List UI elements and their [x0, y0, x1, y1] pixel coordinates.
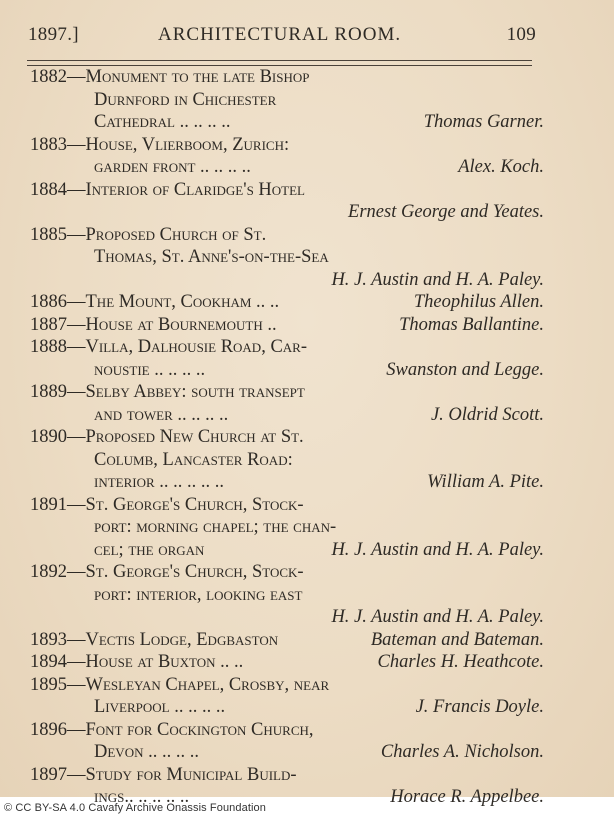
entry-number: 1884 [30, 179, 67, 200]
copyright-credit: © CC BY-SA 4.0 Cavafy Archive Onassis Foundation [4, 802, 266, 814]
entry-number: 1888 [30, 337, 67, 357]
entry-number: 1891 [30, 494, 67, 515]
entry-title-continuation [94, 89, 276, 111]
entry-title-text: —The Mount, Cookham .. .. [67, 292, 280, 312]
entry-title-text: —Proposed Church of St. [67, 224, 267, 245]
running-head [28, 24, 536, 46]
entry-number: 1894 [30, 652, 67, 672]
entry-title-continuation [94, 449, 293, 471]
entry-architect: H. J. Austin and H. A. Paley. [331, 539, 544, 560]
entry-architect: Theophilus Allen. [413, 292, 544, 312]
entry-title-continuation [94, 539, 204, 561]
entry-title-continuation [94, 404, 228, 426]
entry-architect: Charles A. Nicholson. [380, 742, 544, 762]
entry-title-continuation [94, 516, 336, 538]
entry-title-continuation [94, 584, 302, 606]
entry-title-line [30, 179, 305, 201]
entry-title-line [30, 651, 243, 673]
page-number: 109 [506, 24, 536, 45]
entry-title-text: port: interior, looking east [94, 584, 303, 605]
entry-title-line [30, 764, 297, 786]
entry-architect: Alex. Koch. [458, 157, 544, 177]
running-head-title: ARCHITECTURAL ROOM. [158, 24, 402, 45]
entry-title-continuation [94, 111, 230, 133]
entry-title-continuation [94, 696, 225, 718]
entry-number: 1887 [30, 314, 67, 335]
entry-title-text: —Font for Cockington Church, [67, 719, 314, 740]
entry-title-text: Durnford in Chichester [94, 89, 277, 110]
entry-title-text: port: morning chapel; the chan- [94, 517, 337, 537]
entry-title-text: Devon .. .. .. .. [94, 742, 199, 762]
entry-architect: J. Francis Doyle. [415, 697, 544, 717]
entry-title-text: cel; the organ [94, 539, 205, 560]
entry-title-text: —House at Bournemouth .. [67, 314, 277, 335]
entry-title-text: ings.. .. .. .. .. [94, 787, 190, 807]
entry-title-text: —Villa, Dalhousie Road, Car- [67, 337, 308, 357]
entry-title-text: —Selby Abbey: south transept [67, 382, 305, 402]
entry-architect: William A. Pite. [427, 472, 544, 492]
entry-title-line [30, 674, 329, 696]
entry-title-text: Thomas, St. Anne's-on-the-Sea [94, 247, 329, 267]
entry-title-continuation [94, 471, 224, 493]
entry-number: 1886 [30, 292, 67, 312]
entry-title-line [30, 561, 304, 583]
entry-number: 1890 [30, 427, 67, 447]
entry-title-continuation [94, 156, 251, 178]
entry-title-line [30, 134, 289, 156]
entry-title-line [30, 314, 277, 336]
entry-title-continuation [94, 359, 205, 381]
entry-title-text: —St. George's Church, Stock- [67, 494, 304, 515]
entry-architect: H. J. Austin and H. A. Paley. [331, 607, 544, 627]
entry-title-line [30, 66, 309, 88]
entry-number: 1885 [30, 224, 67, 245]
entry-number: 1896 [30, 719, 67, 740]
entry-title-text: —Wesleyan Chapel, Crosby, near [67, 674, 330, 695]
entry-number: 1893 [30, 629, 67, 650]
entry-title-text: garden front .. .. .. .. [94, 157, 251, 177]
entry-architect: Ernest George and Yeates. [348, 202, 544, 222]
entry-title-continuation [94, 741, 199, 763]
entry-title-line [30, 426, 304, 448]
entry-architect: H. J. Austin and H. A. Paley. [331, 269, 544, 290]
entry-title-text: —House, Vlierboom, Zurich: [67, 134, 290, 155]
entry-number: 1883 [30, 134, 67, 155]
entry-title-text: Columb, Lancaster Road: [94, 449, 293, 470]
entry-title-line [30, 381, 305, 403]
entry-title-text: —St. George's Church, Stock- [67, 562, 304, 582]
entry-number: 1895 [30, 674, 67, 695]
entry-title-text: Cathedral .. .. .. .. [94, 112, 231, 132]
entry-architect: Charles H. Heathcote. [377, 652, 544, 672]
entry-architect: Bateman and Bateman. [370, 629, 544, 650]
entry-title-line [30, 224, 266, 246]
entry-title-text: —Vectis Lodge, Edgbaston [67, 629, 279, 650]
entry-architect: Thomas Garner. [423, 112, 544, 132]
header-rule-top [27, 60, 532, 61]
entry-number: 1889 [30, 382, 67, 402]
entry-title-text: —Proposed New Church at St. [67, 427, 304, 447]
entry-title-text: interior .. .. .. .. .. [94, 472, 225, 492]
entry-title-text: —Interior of Claridge's Hotel [67, 179, 306, 200]
entry-title-continuation [94, 246, 329, 268]
running-head-year: 1897.] [28, 24, 79, 45]
entry-title-line [30, 494, 304, 516]
entry-architect: J. Oldrid Scott. [430, 404, 544, 425]
entry-title-text: noustie .. .. .. .. [94, 359, 206, 380]
entry-architect: Horace R. Appelbee. [390, 787, 544, 807]
entry-architect: Thomas Ballantine. [399, 314, 544, 335]
entry-title-line [30, 629, 278, 651]
entry-title-text: —House at Buxton .. .. [67, 652, 244, 672]
entry-number: 1892 [30, 562, 67, 582]
entry-title-text: —Monument to the late Bishop [67, 67, 310, 87]
entry-title-text: Liverpool .. .. .. .. [94, 697, 226, 717]
entry-title-line [30, 719, 314, 741]
entry-number: 1897 [30, 764, 67, 785]
entry-title-text: —Study for Municipal Build- [67, 764, 297, 785]
entry-number: 1882 [30, 67, 67, 87]
entry-title-text: and tower .. .. .. .. [94, 404, 229, 425]
entry-title-line [30, 336, 307, 358]
entry-title-line [30, 291, 279, 313]
entry-architect: Swanston and Legge. [386, 359, 544, 380]
